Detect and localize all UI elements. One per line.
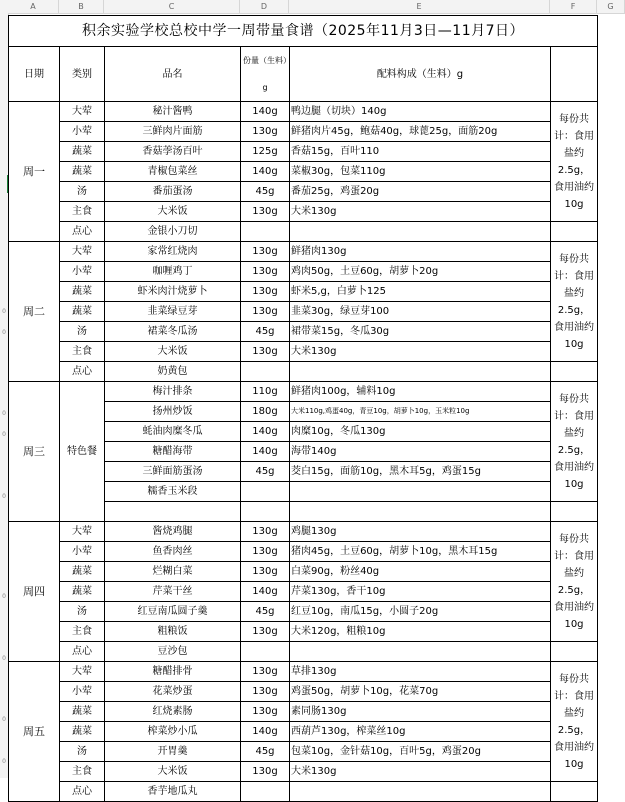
dish-cell[interactable]: 韭菜绿豆芽	[105, 302, 241, 322]
dish-cell[interactable]: 扬州炒饭	[105, 402, 241, 422]
category-cell[interactable]: 点心	[60, 222, 105, 242]
header-category[interactable]: 类别	[60, 47, 105, 102]
ingredients-cell[interactable]: 包菜10g，金针菇10g，百叶5g，鸡蛋20g	[290, 742, 551, 762]
dish-cell[interactable]: 大米饭	[105, 202, 241, 222]
header-note[interactable]	[551, 47, 598, 102]
note-empty-cell[interactable]	[551, 362, 598, 382]
table-row	[9, 122, 598, 142]
nutrition-note[interactable]: 每份共计：食用盐约2.5g，食用油约10g	[551, 382, 598, 502]
portion-cell[interactable]: 180g	[241, 402, 290, 422]
row-number[interactable]: 0	[2, 431, 6, 438]
table-row	[9, 262, 598, 282]
category-cell[interactable]: 特色餐	[60, 382, 105, 522]
category-cell[interactable]: 大荤	[60, 102, 105, 122]
category-cell[interactable]: 汤	[60, 182, 105, 202]
column-header-c[interactable]: C	[104, 0, 240, 13]
portion-cell[interactable]: 130g	[241, 522, 290, 542]
portion-cell[interactable]: 45g	[241, 602, 290, 622]
ingredients-cell[interactable]: 大米120g，粗粮10g	[290, 622, 551, 642]
dish-cell[interactable]: 三鲜肉片面筋	[105, 122, 241, 142]
ingredients-cell[interactable]: 芹菜130g，香干10g	[290, 582, 551, 602]
category-cell[interactable]: 小荤	[60, 542, 105, 562]
dish-cell[interactable]: 鱼香肉丝	[105, 542, 241, 562]
table-row	[9, 202, 598, 222]
table-row	[9, 662, 598, 682]
table-row	[9, 542, 598, 562]
dish-cell[interactable]: 红烧素肠	[105, 702, 241, 722]
ingredients-cell[interactable]: 白菜90g，粉丝40g	[290, 562, 551, 582]
portion-cell[interactable]	[241, 502, 290, 522]
category-cell[interactable]: 蔬菜	[60, 702, 105, 722]
ingredients-cell[interactable]: 西葫芦130g，榨菜丝10g	[290, 722, 551, 742]
row-number[interactable]: 0	[2, 329, 6, 336]
ingredients-cell[interactable]: 海带140g	[290, 442, 551, 462]
column-header-a[interactable]: A	[8, 0, 59, 13]
dish-cell[interactable]: 大米饭	[105, 762, 241, 782]
ingredients-cell[interactable]: 鸡肉50g，土豆60g，胡萝卜20g	[290, 262, 551, 282]
portion-cell[interactable]: 45g	[241, 462, 290, 482]
table-row	[9, 742, 598, 762]
portion-cell[interactable]: 45g	[241, 182, 290, 202]
category-cell[interactable]: 大荤	[60, 522, 105, 542]
table-row	[9, 282, 598, 302]
ingredients-cell[interactable]	[290, 642, 551, 662]
day-cell[interactable]: 周四	[9, 522, 60, 662]
dish-cell[interactable]: 蚝油肉糜冬瓜	[105, 422, 241, 442]
row-number[interactable]: 0	[2, 655, 6, 662]
header-portion[interactable]: 份量（生料）g	[241, 47, 290, 102]
column-header-e[interactable]: E	[289, 0, 550, 13]
category-cell[interactable]: 大荤	[60, 242, 105, 262]
ingredients-cell[interactable]: 大米130g	[290, 202, 551, 222]
ingredients-cell[interactable]: 肉糜10g，冬瓜130g	[290, 422, 551, 442]
category-cell[interactable]: 主食	[60, 762, 105, 782]
category-cell[interactable]: 点心	[60, 642, 105, 662]
table-row	[9, 302, 598, 322]
category-cell[interactable]: 主食	[60, 202, 105, 222]
ingredients-cell[interactable]: 虾米5,g，白萝卜125	[290, 282, 551, 302]
table-row	[9, 622, 598, 642]
portion-cell[interactable]: 130g	[241, 562, 290, 582]
portion-cell[interactable]: 140g	[241, 422, 290, 442]
category-cell[interactable]: 点心	[60, 782, 105, 802]
portion-cell[interactable]: 130g	[241, 662, 290, 682]
dish-cell[interactable]	[105, 502, 241, 522]
category-cell[interactable]: 大荤	[60, 662, 105, 682]
table-row	[9, 242, 598, 262]
ingredients-cell[interactable]: 鲜猪肉130g	[290, 242, 551, 262]
dish-cell[interactable]: 豆沙包	[105, 642, 241, 662]
day-cell[interactable]: 周二	[9, 242, 60, 382]
nutrition-note[interactable]: 每份共计：食用盐约2.5g，食用油约10g	[551, 662, 598, 782]
dish-cell[interactable]: 糯香玉米段	[105, 482, 241, 502]
ingredients-cell[interactable]: 鸭边腿（切块）140g	[290, 102, 551, 122]
day-cell[interactable]: 周三	[9, 382, 60, 522]
portion-cell[interactable]: 125g	[241, 142, 290, 162]
dish-cell[interactable]: 家常红烧肉	[105, 242, 241, 262]
dish-cell[interactable]: 番茄蛋汤	[105, 182, 241, 202]
dish-cell[interactable]: 虾米肉汁烧萝卜	[105, 282, 241, 302]
ingredients-cell[interactable]: 猪肉45g，土豆60g，胡萝卜10g，黑木耳15g	[290, 542, 551, 562]
dish-cell[interactable]: 开胃羹	[105, 742, 241, 762]
ingredients-cell[interactable]	[290, 482, 551, 502]
nutrition-note[interactable]: 每份共计：食用盐约2.5g，食用油约10g	[551, 522, 598, 642]
portion-cell[interactable]: 130g	[241, 302, 290, 322]
header-dish[interactable]: 品名	[105, 47, 241, 102]
portion-cell[interactable]: 130g	[241, 282, 290, 302]
table-row	[9, 642, 598, 662]
ingredients-cell[interactable]: 鸡腿130g	[290, 522, 551, 542]
page-title[interactable]: 积余实验学校总校中学一周带量食谱（2025年11月3日—11月7日）	[9, 16, 598, 47]
category-cell[interactable]: 点心	[60, 362, 105, 382]
table-row	[9, 782, 598, 802]
dish-cell[interactable]: 香菇荸汤百叶	[105, 142, 241, 162]
note-empty-cell[interactable]	[551, 222, 598, 242]
portion-cell[interactable]: 130g	[241, 702, 290, 722]
category-cell[interactable]: 小荤	[60, 262, 105, 282]
note-empty-cell[interactable]	[551, 502, 598, 522]
ingredients-cell[interactable]: 裙带菜15g，冬瓜30g	[290, 322, 551, 342]
ingredients-cell[interactable]: 大米110g,鸡蛋40g，青豆10g，胡萝卜10g，玉米粒10g	[290, 402, 551, 422]
ingredients-cell[interactable]: 大米130g	[290, 342, 551, 362]
row-number[interactable]: 0	[2, 758, 6, 765]
dish-cell[interactable]: 青椒包菜丝	[105, 162, 241, 182]
column-header-d[interactable]: D	[240, 0, 289, 13]
note-empty-cell[interactable]	[551, 642, 598, 662]
ingredients-cell[interactable]	[290, 502, 551, 522]
portion-cell[interactable]: 140g	[241, 442, 290, 462]
row-number[interactable]: 0	[2, 493, 6, 500]
category-cell[interactable]: 蔬菜	[60, 302, 105, 322]
ingredients-cell[interactable]: 鸡蛋50g，胡萝卜10g，花菜70g	[290, 682, 551, 702]
dish-cell[interactable]: 烂糊白菜	[105, 562, 241, 582]
table-row	[9, 702, 598, 722]
portion-cell[interactable]: 130g	[241, 122, 290, 142]
portion-cell[interactable]: 110g	[241, 382, 290, 402]
category-cell[interactable]: 蔬菜	[60, 282, 105, 302]
category-cell[interactable]: 蔬菜	[60, 562, 105, 582]
dish-cell[interactable]: 奶黄包	[105, 362, 241, 382]
portion-cell[interactable]	[241, 362, 290, 382]
portion-cell[interactable]: 130g	[241, 262, 290, 282]
dish-cell[interactable]: 酱烧鸡腿	[105, 522, 241, 542]
table-row	[9, 362, 598, 382]
portion-cell[interactable]: 130g	[241, 342, 290, 362]
table-row	[9, 382, 598, 402]
ingredients-cell[interactable]	[290, 782, 551, 802]
table-row	[9, 722, 598, 742]
nutrition-note[interactable]: 每份共计：食用盐约2.5g，食用油约10g	[551, 242, 598, 362]
row-number[interactable]: 0	[2, 593, 6, 600]
category-cell[interactable]: 蔬菜	[60, 722, 105, 742]
category-cell[interactable]: 主食	[60, 622, 105, 642]
dish-cell[interactable]: 梅汁排条	[105, 382, 241, 402]
category-cell[interactable]: 蔬菜	[60, 142, 105, 162]
table-row	[9, 522, 598, 542]
portion-cell[interactable]: 130g	[241, 542, 290, 562]
portion-cell[interactable]	[241, 222, 290, 242]
menu-table	[8, 15, 598, 802]
table-row	[9, 562, 598, 582]
portion-cell[interactable]: 130g	[241, 762, 290, 782]
portion-cell[interactable]: 130g	[241, 242, 290, 262]
row-number[interactable]: 0	[2, 410, 6, 417]
dish-cell[interactable]: 香芋地瓜丸	[105, 782, 241, 802]
dish-cell[interactable]: 糖醋排骨	[105, 662, 241, 682]
table-row	[9, 762, 598, 782]
column-header-f[interactable]: F	[550, 0, 597, 13]
table-row	[9, 182, 598, 202]
table-row	[9, 682, 598, 702]
dish-cell[interactable]: 榨菜炒小瓜	[105, 722, 241, 742]
table-row	[9, 162, 598, 182]
table-row	[9, 222, 598, 242]
category-cell[interactable]: 汤	[60, 742, 105, 762]
category-cell[interactable]: 小荤	[60, 122, 105, 142]
column-header-b[interactable]: B	[59, 0, 104, 13]
ingredients-cell[interactable]: 韭菜30g，绿豆芽100	[290, 302, 551, 322]
ingredients-cell[interactable]: 香菇15g，百叶110	[290, 142, 551, 162]
category-cell[interactable]: 蔬菜	[60, 582, 105, 602]
ingredients-cell[interactable]: 鲜猪肉100g，辅料10g	[290, 382, 551, 402]
dish-cell[interactable]: 花菜炒蛋	[105, 682, 241, 702]
category-cell[interactable]: 汤	[60, 602, 105, 622]
ingredients-cell[interactable]: 菜椒30g，包菜110g	[290, 162, 551, 182]
ingredients-cell[interactable]: 大米130g	[290, 762, 551, 782]
dish-cell[interactable]: 咖喱鸡丁	[105, 262, 241, 282]
portion-cell[interactable]: 140g	[241, 582, 290, 602]
dish-cell[interactable]: 大米饭	[105, 342, 241, 362]
portion-cell[interactable]: 45g	[241, 742, 290, 762]
dish-cell[interactable]: 金银小刀切	[105, 222, 241, 242]
column-header-bar	[0, 0, 625, 14]
ingredients-cell[interactable]: 素同肠130g	[290, 702, 551, 722]
portion-cell[interactable]: 45g	[241, 322, 290, 342]
day-cell[interactable]: 周五	[9, 662, 60, 802]
ingredients-cell[interactable]: 茭白15g，面筋10g，黑木耳5g，鸡蛋15g	[290, 462, 551, 482]
table-row	[9, 322, 598, 342]
header-day[interactable]: 日期	[9, 47, 60, 102]
note-empty-cell[interactable]	[551, 782, 598, 802]
portion-cell[interactable]: 130g	[241, 682, 290, 702]
table-row	[9, 602, 598, 622]
ingredients-cell[interactable]: 番茄25g，鸡蛋20g	[290, 182, 551, 202]
dish-cell[interactable]: 粗粮饭	[105, 622, 241, 642]
ingredients-cell[interactable]: 草排130g	[290, 662, 551, 682]
category-cell[interactable]: 汤	[60, 322, 105, 342]
category-cell[interactable]: 主食	[60, 342, 105, 362]
portion-cell[interactable]	[241, 642, 290, 662]
column-header-g[interactable]: G	[597, 0, 625, 13]
dish-cell[interactable]: 糖醋海带	[105, 442, 241, 462]
category-cell[interactable]: 蔬菜	[60, 162, 105, 182]
nutrition-note[interactable]: 每份共计：食用盐约2.5g，食用油约10g	[551, 102, 598, 222]
dish-cell[interactable]: 芹菜干丝	[105, 582, 241, 602]
portion-cell[interactable]: 140g	[241, 722, 290, 742]
ingredients-cell[interactable]: 红豆10g，南瓜15g，小圆子20g	[290, 602, 551, 622]
portion-cell[interactable]: 130g	[241, 202, 290, 222]
ingredients-cell[interactable]	[290, 222, 551, 242]
table-row	[9, 102, 598, 122]
dish-cell[interactable]: 秘汁酱鸭	[105, 102, 241, 122]
portion-cell[interactable]: 130g	[241, 622, 290, 642]
portion-cell[interactable]: 140g	[241, 102, 290, 122]
dish-cell[interactable]: 红豆南瓜圆子羹	[105, 602, 241, 622]
dish-cell[interactable]: 裙菜冬瓜汤	[105, 322, 241, 342]
category-cell[interactable]: 小荤	[60, 682, 105, 702]
header-ingredients[interactable]: 配料构成（生料）g	[290, 47, 551, 102]
portion-cell[interactable]: 140g	[241, 162, 290, 182]
row-number[interactable]: 0	[2, 308, 6, 315]
table-row	[9, 582, 598, 602]
day-cell[interactable]: 周一	[9, 102, 60, 242]
portion-cell[interactable]	[241, 782, 290, 802]
row-number[interactable]: 0	[2, 716, 6, 723]
dish-cell[interactable]: 三鲜面筋蛋汤	[105, 462, 241, 482]
table-row	[9, 342, 598, 362]
ingredients-cell[interactable]	[290, 362, 551, 382]
portion-cell[interactable]	[241, 482, 290, 502]
ingredients-cell[interactable]: 鲜猪肉片45g，鲍菇40g，球蓖25g，面筋20g	[290, 122, 551, 142]
table-row	[9, 142, 598, 162]
